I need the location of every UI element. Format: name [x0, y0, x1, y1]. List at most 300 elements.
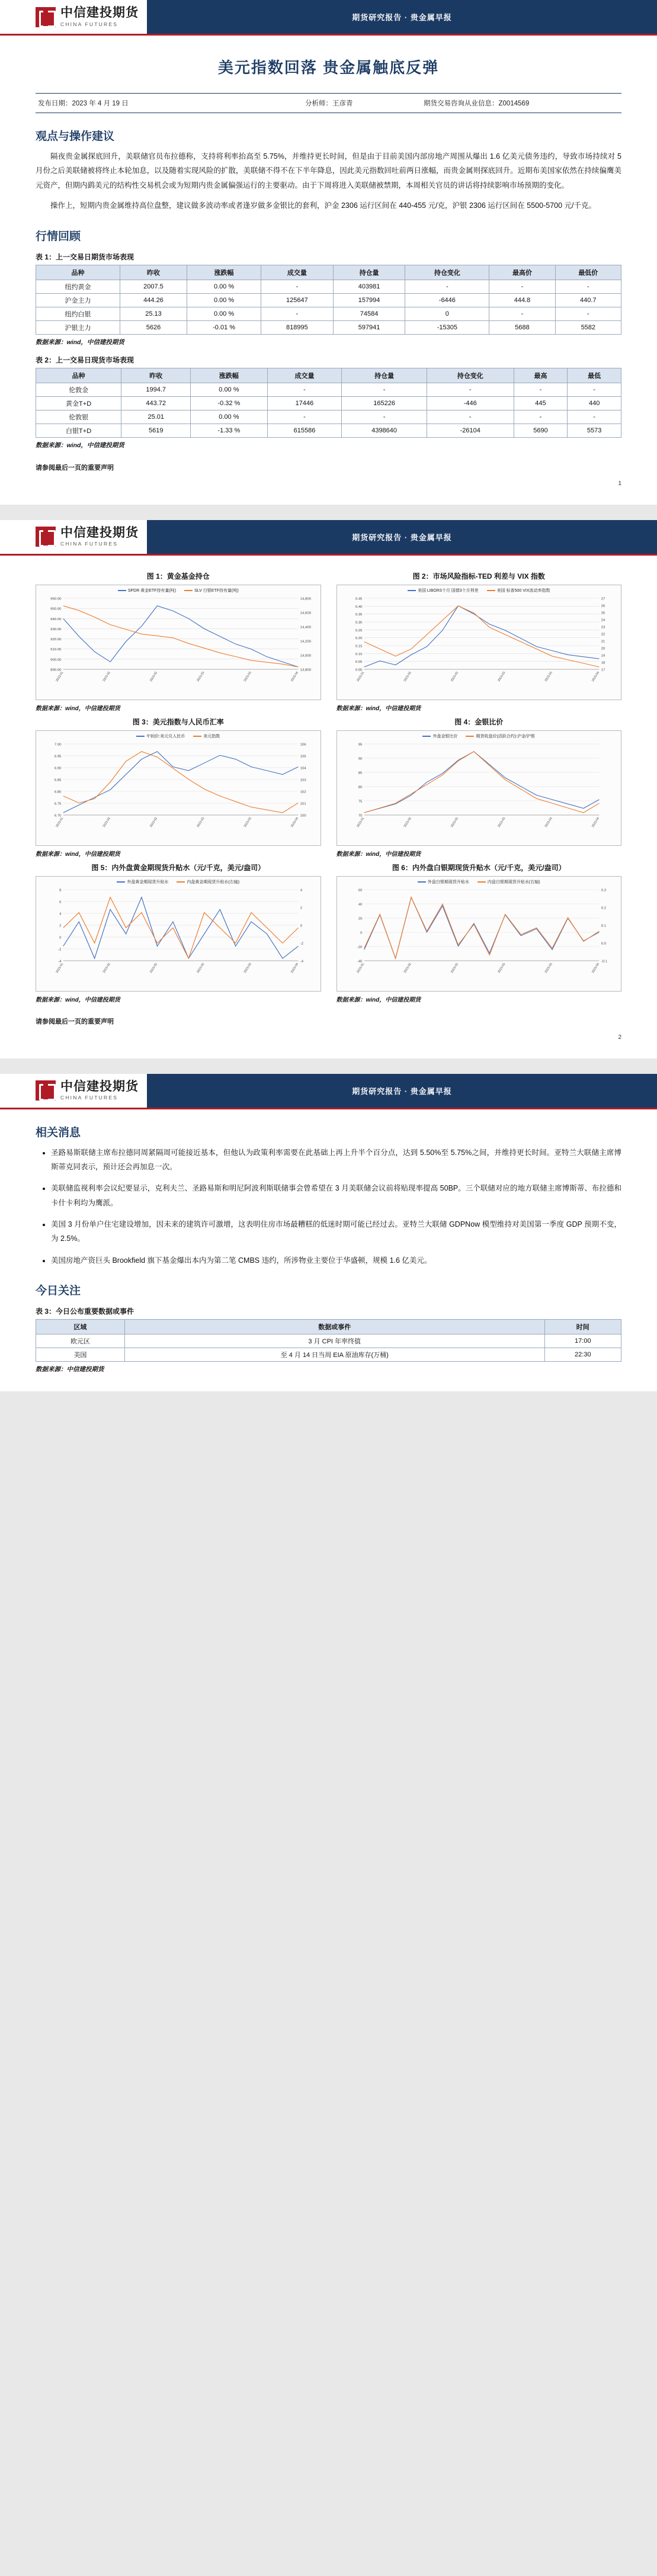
legend-swatch [466, 736, 474, 737]
svg-text:80: 80 [358, 785, 363, 789]
svg-text:2023-02: 2023-02 [403, 671, 412, 682]
svg-text:920.00: 920.00 [50, 637, 62, 641]
table-cell: 2007.5 [120, 280, 187, 293]
svg-text:6.70: 6.70 [54, 814, 62, 817]
chart-source: 数据来源：wind，中信建投期货 [36, 996, 120, 1003]
svg-text:2023-02: 2023-02 [149, 962, 159, 974]
svg-text:102: 102 [300, 790, 306, 794]
legend-label: 外盘黄金期现货升贴水 [127, 880, 169, 884]
legend-entry [117, 879, 168, 885]
table-cell: 818995 [261, 320, 334, 334]
svg-text:0: 0 [300, 924, 303, 928]
legend-entry [487, 588, 550, 594]
chart-series-line [63, 897, 299, 958]
table-cell: 白银T+D [36, 424, 121, 437]
chart-source: 数据来源：wind，中信建投期货 [336, 705, 421, 712]
table-cell: - [405, 280, 489, 293]
chart-series-line [364, 605, 599, 666]
svg-text:105: 105 [300, 755, 306, 758]
legend-entry [184, 588, 239, 594]
table-cell: 445 [514, 396, 568, 410]
table-cell: - [267, 383, 342, 396]
svg-text:6.90: 6.90 [54, 766, 62, 770]
chart-plot [336, 585, 622, 700]
table-cell: 5573 [568, 424, 621, 437]
column-header: 最低 [568, 368, 621, 383]
svg-text:2: 2 [300, 906, 303, 910]
table-cell: -446 [427, 396, 514, 410]
chart-plot [336, 876, 622, 992]
table2-source: 数据来源：wind，中信建投期货 [36, 441, 124, 449]
brand-name-en: CHINA FUTURES [60, 541, 118, 547]
svg-text:6: 6 [59, 900, 62, 904]
column-header: 最高 [514, 368, 568, 383]
table1-source: 数据来源：wind，中信建投期货 [36, 338, 124, 346]
svg-text:27: 27 [601, 597, 605, 601]
table-cell: 4398640 [342, 424, 427, 437]
table-cell: - [267, 410, 342, 424]
table-cell: - [514, 410, 568, 424]
table-cell: 443.72 [121, 396, 191, 410]
svg-text:2: 2 [59, 924, 62, 928]
chart-series-line [364, 751, 599, 812]
svg-text:21: 21 [601, 640, 605, 643]
legend-label: 外盘金银比价 [432, 734, 458, 739]
svg-text:-0.1: -0.1 [601, 960, 607, 963]
company-logo-icon [36, 1080, 56, 1101]
svg-text:2023-04: 2023-04 [591, 816, 600, 828]
chart-series-line [63, 605, 299, 666]
svg-text:2023-01: 2023-01 [355, 671, 366, 682]
svg-text:0.3: 0.3 [601, 888, 606, 892]
chart-series-line [63, 751, 299, 812]
svg-text:0.30: 0.30 [355, 621, 363, 624]
section-heading-view: 观点与操作建议 [36, 130, 115, 143]
legend-swatch [477, 881, 486, 883]
legend-label: 美国 LIBOR3个月 国债3个月利差 [417, 588, 479, 593]
view-paragraph-1: 隔夜贵金属探底回升，美联储官员布拉德称，支持将利率抬高至 5.75%，并维持更长时间，但是由于目前美国内部房地产周围从爆出 1.6 亿美元债务违约，导致市场持续对 5 月份之后美联储被将终止本轮加息，以及随着实现风险的扩散，美联储不得不在下半年降息，因此美元指数回吐前两日涨幅，而贵金属则探底回升。近期布美国家依然在持续偏鹰美元资产，但期内鹞美元的结构性交易机会或为短期内贵金属偏强运行的主要驱动。由于下周将进入美联储被禁期，本周相关官员的讲话将持续影响市场预期的变化。 [36, 152, 621, 190]
brand-name-en: CHINA FUTURES [60, 1095, 118, 1101]
column-header: 品种 [36, 265, 120, 280]
chart-caption: 图 4：金银比价 [454, 717, 504, 726]
page-title: 美元指数回落 贵金属触底反弹 [217, 59, 440, 76]
svg-text:-4: -4 [300, 960, 304, 963]
svg-text:2023-03: 2023-03 [196, 962, 206, 974]
company-logo-icon [36, 527, 56, 547]
table-header-row [36, 368, 621, 383]
svg-text:950.00: 950.00 [50, 607, 62, 611]
table-cell: 沪金主力 [36, 293, 120, 307]
disclaimer-1: 请参阅最后一页的重要声明 [36, 464, 114, 471]
brand-name-cn: 中信建投期货 [60, 525, 139, 540]
svg-text:2023-02: 2023-02 [102, 962, 111, 974]
brand-logo [0, 1074, 147, 1108]
svg-text:0.35: 0.35 [355, 612, 363, 617]
news-item: • 美国 3 月份单户住宅建设增加，因未来的建筑许可激增，这表明住房市场最糟糕的低迷时期可能已经过去。亚特兰大联储 GDPNow 模型维持对美国第一季度 GDP 预期不变，为 2.5%。 [51, 1217, 621, 1246]
svg-text:2023-03: 2023-03 [544, 816, 553, 828]
table-cell: 440.7 [555, 293, 621, 307]
table-row [36, 396, 621, 410]
chart-svg [36, 594, 321, 687]
svg-text:2023-03: 2023-03 [196, 671, 206, 682]
table-row [36, 307, 621, 320]
table-cell: 黄金T+D [36, 396, 121, 410]
table-cell: 1994.7 [121, 383, 191, 396]
news-item: • 美国房地产资巨头 Brookfield 旗下基金爆出本内为第二笔 CMBS 违约，所涉物业主要位于华盛顿，规模 1.6 亿美元。 [51, 1253, 621, 1268]
svg-text:0.15: 0.15 [355, 644, 363, 648]
table-cell: -6446 [405, 293, 489, 307]
legend-label: SLV 白银ETF持有量(吨) [194, 588, 239, 593]
chart-legend [337, 731, 621, 739]
table-cell: -0.01 % [187, 320, 261, 334]
table1-caption: 表 1：上一交易日期货市场表现 [36, 252, 134, 261]
svg-text:900.00: 900.00 [50, 658, 62, 662]
chart-cell [36, 717, 321, 858]
table-cell: 125647 [261, 293, 334, 307]
legend-label: 期货收盘价(活跃合约):沪金/沪银 [476, 734, 536, 739]
legend-entry [118, 588, 176, 594]
svg-text:4: 4 [300, 888, 303, 892]
svg-text:101: 101 [300, 802, 306, 806]
table-header-row [36, 265, 621, 280]
table-row [36, 1334, 621, 1348]
header-report-type: 期货研究报告 · 贵金属早报 [147, 1074, 657, 1108]
column-header: 持仓变化 [427, 368, 514, 383]
column-header: 涨跌幅 [191, 368, 267, 383]
svg-text:0.40: 0.40 [355, 605, 363, 609]
svg-text:6.85: 6.85 [54, 778, 62, 782]
table-row [36, 424, 621, 437]
table-cell: 3 月 CPI 年率终值 [124, 1334, 544, 1348]
chart-cell [336, 862, 622, 1003]
table3-source: 数据来源：中信建投期货 [36, 1366, 104, 1374]
table-header-row [36, 1320, 621, 1334]
table-cell: - [261, 280, 334, 293]
svg-text:22: 22 [601, 633, 605, 636]
column-header: 最低价 [555, 265, 621, 280]
svg-text:103: 103 [300, 778, 306, 782]
table-cell: 欧元区 [36, 1334, 125, 1348]
legend-entry [136, 733, 185, 739]
svg-text:2023-02: 2023-02 [149, 671, 159, 682]
chart-svg [36, 885, 321, 979]
legend-entry [477, 879, 540, 885]
chart-svg [337, 594, 621, 687]
document-meta [36, 93, 621, 113]
news-item: • 圣路易斯联储主席布拉德同周紧隔周可能接近基本，但他认为政策利率需要在此基础上再上升半个百分点，达到 5.50%至 5.75%之间，并维持更长时间。亚特兰大联储主席博斯蒂克同表示，预计还会再加息一次。 [51, 1146, 621, 1175]
svg-text:24: 24 [601, 618, 605, 622]
chart-svg [337, 739, 621, 833]
table-row [36, 410, 621, 424]
legend-entry [177, 879, 239, 885]
table-cell: - [342, 383, 427, 396]
svg-text:95: 95 [358, 743, 363, 746]
svg-text:0: 0 [59, 936, 62, 939]
column-header: 持仓变化 [405, 265, 489, 280]
table-row [36, 383, 621, 396]
svg-text:2023-03: 2023-03 [243, 816, 252, 828]
page-header [0, 0, 657, 36]
chart-cell [36, 862, 321, 1003]
column-header: 涨跌幅 [187, 265, 261, 280]
svg-text:14,000: 14,000 [300, 654, 312, 657]
svg-text:2023-03: 2023-03 [243, 962, 252, 974]
table-cell: 5619 [121, 424, 191, 437]
svg-text:0.0: 0.0 [601, 942, 606, 945]
column-header: 持仓量 [333, 265, 405, 280]
svg-text:0.25: 0.25 [355, 628, 363, 633]
table-cell: - [427, 410, 514, 424]
svg-text:60: 60 [358, 888, 363, 892]
page-3 [0, 1074, 657, 1392]
svg-text:2023-01: 2023-01 [355, 962, 366, 974]
column-header: 成交量 [267, 368, 342, 383]
table-cell: 沪银主力 [36, 320, 120, 334]
table-cell: 美国 [36, 1348, 125, 1362]
table-cell: -15305 [405, 320, 489, 334]
news-item: • 美联储监视利率会议纪要显示，克利夫兰、圣路易斯和明尼阿波利斯联储事会曾希望在 3 月美联储会议前将贴现率提高 50BP。三个联储对应的地方联储主席博斯蒂、布拉德和卡什卡利均为鹰派。 [51, 1181, 621, 1210]
svg-text:6.75: 6.75 [54, 802, 62, 806]
svg-text:14,600: 14,600 [300, 611, 312, 615]
table-cell: - [489, 307, 555, 320]
svg-text:2023-04: 2023-04 [591, 671, 600, 682]
table-cell: 5688 [489, 320, 555, 334]
column-header: 数据或事件 [124, 1320, 544, 1334]
chart-series-line [63, 897, 299, 958]
table-cell: 22:30 [544, 1348, 621, 1362]
table-cell: 5582 [555, 320, 621, 334]
page-number-1: 1 [618, 480, 621, 487]
svg-text:0.45: 0.45 [355, 597, 363, 601]
chart-caption: 图 5：内外盘黄金期现货升贴水（元/千克，美元/盎司） [91, 863, 265, 872]
column-header: 持仓量 [342, 368, 427, 383]
chart-series-line [364, 751, 599, 812]
brand-logo [0, 520, 147, 554]
table-cell: 157994 [333, 293, 405, 307]
chart-cell [336, 717, 622, 858]
legend-swatch [136, 736, 145, 737]
svg-text:20: 20 [358, 917, 363, 920]
legend-entry [466, 733, 535, 739]
svg-text:2023-03: 2023-03 [544, 962, 553, 974]
svg-text:2023-02: 2023-02 [450, 962, 459, 974]
table-cell: 0 [405, 307, 489, 320]
svg-text:0.10: 0.10 [355, 652, 363, 656]
svg-text:0.20: 0.20 [355, 636, 363, 640]
svg-text:2023-03: 2023-03 [544, 671, 553, 682]
table-cell: 至 4 月 14 日当周 EIA 原油库存(万桶) [124, 1348, 544, 1362]
chart-plot [336, 730, 622, 846]
column-header: 品种 [36, 368, 121, 383]
svg-text:6.95: 6.95 [54, 755, 62, 758]
svg-text:106: 106 [300, 743, 306, 746]
svg-text:0.05: 0.05 [355, 660, 363, 664]
chart-series-line [364, 897, 599, 958]
svg-text:910.00: 910.00 [50, 647, 62, 652]
legend-swatch [418, 881, 426, 883]
page-header [0, 1074, 657, 1109]
svg-text:2023-04: 2023-04 [591, 962, 600, 974]
chart-series-line [63, 751, 299, 812]
svg-text:17: 17 [601, 668, 605, 672]
svg-text:13,800: 13,800 [300, 668, 312, 672]
svg-text:2023-02: 2023-02 [403, 962, 412, 974]
table-cell: 0.00 % [187, 280, 261, 293]
header-report-type: 期货研究报告 · 贵金属早报 [147, 520, 657, 554]
legend-entry [408, 588, 479, 594]
chart-svg [337, 885, 621, 979]
table-row [36, 293, 621, 307]
header-report-type: 期货研究报告 · 贵金属早报 [147, 0, 657, 34]
table-cell: - [427, 383, 514, 396]
table-row [36, 320, 621, 334]
legend-swatch [193, 736, 201, 737]
chart-svg [36, 739, 321, 833]
svg-text:70: 70 [358, 814, 363, 817]
table-cell: 0.00 % [191, 410, 267, 424]
svg-text:19: 19 [601, 654, 605, 657]
page-header [0, 520, 657, 556]
svg-text:85: 85 [358, 771, 363, 775]
chart-grid [36, 571, 621, 1003]
column-header: 成交量 [261, 265, 334, 280]
chart-plot [36, 730, 321, 846]
legend-label: 内盘黄金期现货升贴水(右轴) [187, 880, 240, 884]
legend-label: 内盘白银期现货升贴水(右轴) [487, 880, 540, 884]
svg-text:930.00: 930.00 [50, 627, 62, 631]
legend-swatch [184, 590, 193, 591]
section-heading-review: 行情回顾 [36, 230, 81, 243]
svg-text:75: 75 [358, 800, 363, 803]
svg-text:6.80: 6.80 [54, 790, 62, 794]
disclaimer-2: 请参阅最后一页的重要声明 [36, 1018, 114, 1025]
legend-label: 美国 标普500 VIX波动率指数 [496, 588, 550, 593]
chart-cell [336, 571, 622, 712]
table-cell: -26104 [427, 424, 514, 437]
table-cell: 444.26 [120, 293, 187, 307]
svg-text:-2: -2 [300, 942, 304, 945]
table-cell: - [261, 307, 334, 320]
svg-text:960.00: 960.00 [50, 597, 62, 601]
svg-text:2023-02: 2023-02 [403, 816, 412, 828]
svg-text:2023-02: 2023-02 [102, 816, 111, 828]
table-cell: - [342, 410, 427, 424]
legend-swatch [118, 590, 126, 591]
svg-text:2023-02: 2023-02 [149, 816, 159, 828]
table-cell: 444.8 [489, 293, 555, 307]
svg-text:18: 18 [601, 661, 605, 665]
svg-text:-40: -40 [357, 960, 363, 963]
chart-legend [36, 731, 321, 739]
chart-caption: 图 2：市场风险指标-TED 利差与 VIX 指数 [412, 572, 545, 580]
news-list [36, 1146, 621, 1268]
brand-name-en: CHINA FUTURES [60, 21, 118, 27]
legend-entry [422, 733, 457, 739]
svg-text:90: 90 [358, 757, 363, 761]
legend-swatch [487, 590, 495, 591]
chart-cell [36, 571, 321, 712]
legend-swatch [117, 881, 125, 883]
brand-name-cn: 中信建投期货 [60, 6, 139, 20]
table-cell: 纽约黄金 [36, 280, 120, 293]
chart-legend [337, 877, 621, 885]
table-cell: 5690 [514, 424, 568, 437]
table-cell: 伦敦银 [36, 410, 121, 424]
table-cell: 25.01 [121, 410, 191, 424]
svg-text:2023-03: 2023-03 [496, 816, 507, 828]
brand-name-cn: 中信建投期货 [60, 1079, 139, 1093]
svg-text:23: 23 [601, 625, 605, 629]
table-cell: 纽约白银 [36, 307, 120, 320]
column-header: 昨收 [121, 368, 191, 383]
meta-analyst: 分析师：王彦青 [305, 100, 353, 107]
svg-text:2023-03: 2023-03 [243, 671, 252, 682]
chart-caption: 图 3：美元指数与人民币汇率 [132, 717, 224, 726]
company-logo-icon [36, 7, 56, 27]
chart-plot [36, 876, 321, 992]
futures-market-table [36, 265, 621, 335]
svg-text:2023-01: 2023-01 [55, 671, 65, 682]
chart-series-line [364, 605, 599, 666]
chart-source: 数据来源：wind，中信建投期货 [36, 851, 120, 858]
svg-text:25: 25 [601, 611, 605, 615]
spot-market-table [36, 368, 621, 438]
page-1 [0, 0, 657, 505]
table-cell: 0.00 % [187, 307, 261, 320]
chart-legend [36, 877, 321, 885]
svg-text:14,200: 14,200 [300, 640, 312, 643]
legend-swatch [177, 881, 185, 883]
svg-text:2023-02: 2023-02 [450, 816, 459, 828]
svg-text:2023-01: 2023-01 [355, 816, 366, 828]
svg-text:14,400: 14,400 [300, 625, 312, 629]
legend-label: 美元指数 [203, 734, 220, 739]
table-cell: 615586 [267, 424, 342, 437]
page-number-2: 2 [618, 1034, 621, 1041]
legend-label: 中间价:美元兑人民币 [146, 734, 185, 739]
svg-text:40: 40 [358, 903, 363, 906]
svg-text:2023-03: 2023-03 [496, 962, 507, 974]
column-header: 区域 [36, 1320, 125, 1334]
page-2 [0, 520, 657, 1058]
legend-label: 外盘白银期现货升贴水 [427, 880, 469, 884]
table-row [36, 280, 621, 293]
svg-text:26: 26 [601, 604, 605, 608]
table-cell: 440 [568, 396, 621, 410]
svg-text:2023-04: 2023-04 [290, 962, 300, 974]
svg-text:2023-02: 2023-02 [450, 671, 459, 682]
chart-source: 数据来源：wind，中信建投期货 [336, 851, 421, 858]
table-row [36, 1348, 621, 1362]
table-cell: - [555, 307, 621, 320]
table2-caption: 表 2：上一交易日现货市场表现 [36, 355, 134, 364]
svg-text:890.00: 890.00 [50, 668, 62, 672]
svg-text:0.00: 0.00 [355, 668, 363, 672]
svg-text:2023-04: 2023-04 [290, 671, 300, 682]
table-cell: -1.33 % [191, 424, 267, 437]
chart-caption: 图 6：内外盘白银期现货升贴水（元/千克，美元/盎司） [392, 863, 566, 872]
table-cell: 74584 [333, 307, 405, 320]
table-cell: 597941 [333, 320, 405, 334]
section-heading-focus: 今日关注 [36, 1285, 81, 1298]
svg-text:2023-03: 2023-03 [496, 671, 507, 682]
section-heading-news: 相关消息 [36, 1126, 81, 1139]
svg-text:100: 100 [300, 814, 306, 817]
column-header: 时间 [544, 1320, 621, 1334]
legend-entry [418, 879, 469, 885]
column-header: 昨收 [120, 265, 187, 280]
chart-legend [36, 585, 321, 594]
